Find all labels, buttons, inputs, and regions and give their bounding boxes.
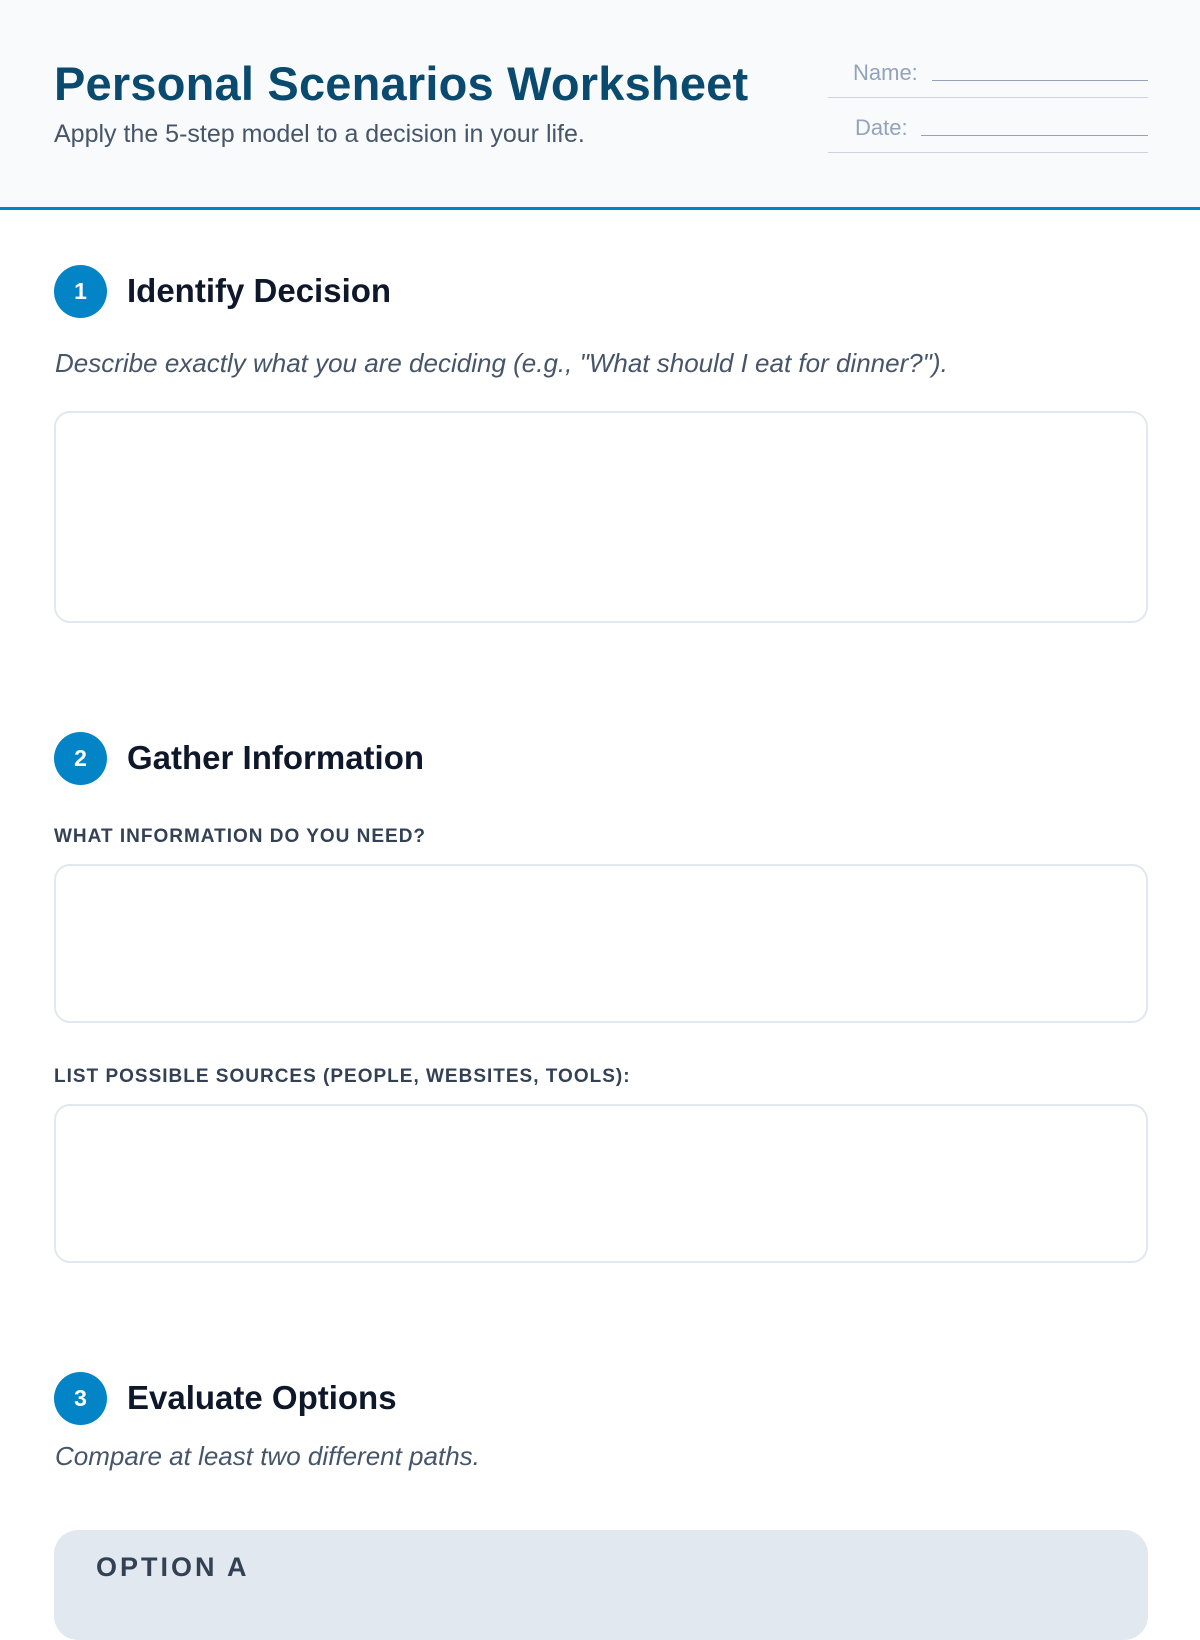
step-2-title: Gather Information bbox=[127, 739, 425, 776]
page-title: Personal Scenarios Worksheet bbox=[54, 57, 749, 110]
step-3-hint: Compare at least two different paths. bbox=[55, 1441, 480, 1471]
name-field[interactable] bbox=[828, 58, 1148, 98]
information-needed-box[interactable] bbox=[54, 864, 1148, 1023]
information-needed-label: WHAT INFORMATION DO YOU NEED? bbox=[54, 826, 427, 847]
step-2-header bbox=[54, 731, 424, 785]
possible-sources-label: LIST POSSIBLE SOURCES (PEOPLE, WEBSITES, TOOLS): bbox=[54, 1066, 631, 1087]
step-3-title: Evaluate Options bbox=[127, 1379, 397, 1416]
name-write-line[interactable] bbox=[932, 80, 1148, 81]
step-1-header bbox=[54, 264, 391, 318]
step-3-header bbox=[54, 1371, 397, 1425]
worksheet-header bbox=[0, 0, 1200, 210]
option-a-card bbox=[54, 1530, 1148, 1640]
date-write-line[interactable] bbox=[921, 135, 1148, 136]
date-label: Date: bbox=[855, 115, 908, 140]
page-subtitle: Apply the 5-step model to a decision in your life. bbox=[54, 120, 585, 148]
decision-answer-box[interactable] bbox=[54, 411, 1148, 623]
step-2-number-badge: 2 bbox=[54, 732, 107, 785]
step-1-number-badge: 1 bbox=[54, 265, 107, 318]
name-label: Name: bbox=[853, 60, 918, 85]
option-a-title: OPTION A bbox=[96, 1552, 250, 1582]
possible-sources-box[interactable] bbox=[54, 1104, 1148, 1263]
step-1-title: Identify Decision bbox=[127, 272, 392, 309]
date-field[interactable] bbox=[828, 113, 1148, 153]
step-3-number-badge: 3 bbox=[54, 1372, 107, 1425]
step-1-hint: Describe exactly what you are deciding (e.g., "What should I eat for dinner?"). bbox=[55, 348, 948, 378]
